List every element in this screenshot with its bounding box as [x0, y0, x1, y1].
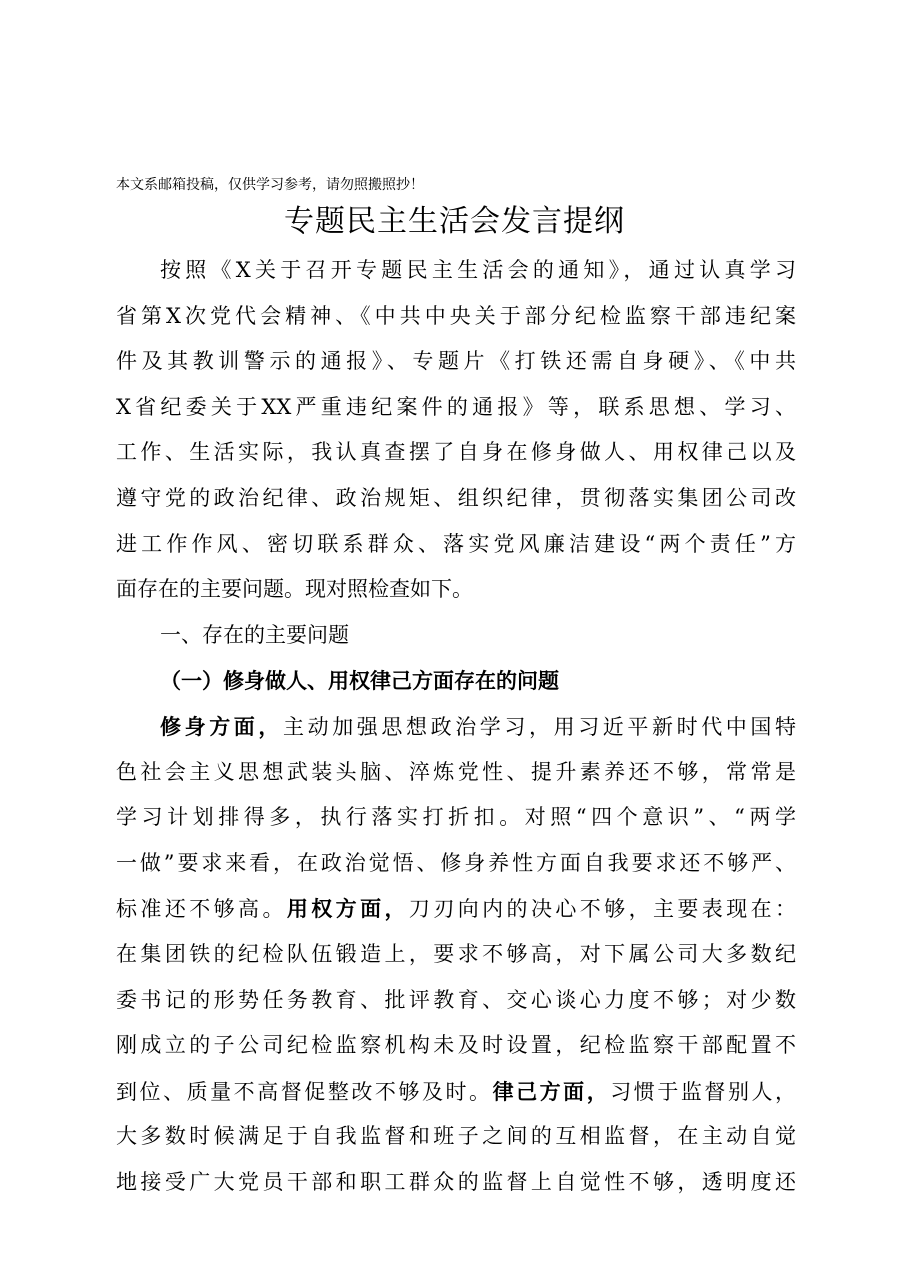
subsection-heading: （一）修身做人、用权律己方面存在的问题 [160, 668, 559, 694]
paragraph-line: 按照《X关于召开专题民主生活会的通知》，通过认真学习 [160, 258, 796, 282]
paragraph-line: 地接受广大党员干部和职工群众的监督上自觉性不够，透明度还 [116, 1169, 796, 1194]
inline-bold-label: 修身方面， [160, 713, 283, 739]
paragraph-line [116, 886, 796, 932]
paragraph-line [116, 704, 796, 750]
paragraph-line: 色社会主义思想武装头脑、淬炼党性、提升素养还不够，常常是 [116, 759, 796, 784]
paragraph-line: 在集团铁的纪检队伍锻造上，要求不够高，对下属公司大多数纪 [116, 941, 796, 966]
document-title: 专题民主生活会发言提纲 [284, 204, 625, 239]
inline-bold-label: 律己方面， [492, 1078, 611, 1104]
inline-text: 到位、质量不高督促整改不够及时。 [116, 1079, 493, 1104]
paragraph-line: 件及其教训警示的通报》、专题片《打铁还需自身硬》、《中共 [116, 349, 796, 374]
document-body [116, 248, 796, 1205]
paragraph-line: 刚成立的子公司纪检监察机构未及时设置，纪检监察干部配置不 [116, 1033, 796, 1058]
paragraph-line: 一做”要求来看，在政治觉悟、修身养性方面自我要求还不够严、 [116, 850, 796, 875]
inline-text: 刀刃向内的决心不够，主要表现在： [408, 897, 797, 922]
inline-text: 习惯于监督别人， [610, 1079, 797, 1104]
paragraph-line: 面存在的主要问题。现对照检查如下。 [116, 577, 473, 602]
inline-text: 标准还不够高。 [116, 897, 287, 922]
paragraph-line: 委书记的形势任务教育、批评教育、交心谈心力度不够；对少数 [116, 987, 796, 1012]
paragraph-line: 遵守党的政治纪律、政治规矩、组织纪律，贯彻落实集团公司改 [116, 485, 796, 510]
section-heading: 一、存在的主要问题 [160, 622, 349, 647]
paragraph-line: 省第X次党代会精神、《中共中央关于部分纪检监察干部违纪案 [116, 303, 796, 328]
paragraph-line: 工作、生活实际，我认真查摆了自身在修身做人、用权律己以及 [116, 440, 796, 465]
paragraph-line: 大多数时候满足于自我监督和班子之间的互相监督，在主动自觉 [116, 1124, 796, 1149]
inline-text: 主动加强思想政治学习，用习近平新时代中国特 [283, 714, 796, 739]
paragraph-line: 进工作作风、密切联系群众、落实党风廉洁建设“两个责任”方 [116, 531, 796, 556]
paragraph-line: X省纪委关于XX严重违纪案件的通报》等，联系思想、学习、 [116, 394, 796, 419]
paragraph-line [116, 1069, 796, 1115]
inline-bold-label: 用权方面， [286, 896, 409, 922]
paragraph-line: 学习计划排得多，执行落实打折扣。对照“四个意识”、“两学 [116, 805, 796, 830]
submission-notice: 本文系邮箱投稿，仅供学习参考，请勿照搬照抄！ [116, 177, 424, 193]
